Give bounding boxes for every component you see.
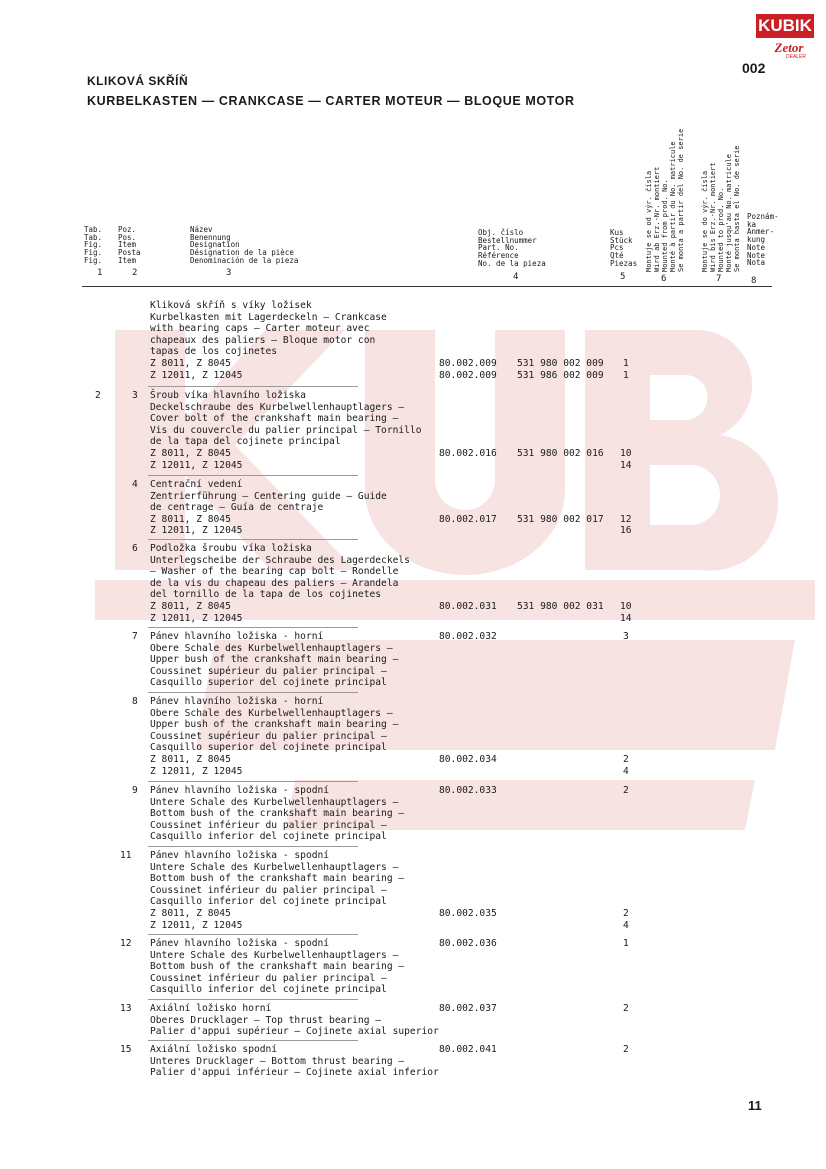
item-description-line: Untere Schale des Kurbelwellenhauptlagers — [150, 861, 399, 873]
col-header-line: Posta [118, 248, 141, 258]
col-header-line: Wird bis Erz.-Nr. montiert [709, 162, 717, 272]
item-description-line: Centrační vedení [150, 479, 243, 490]
item-order-number: 80.002.017 [439, 513, 497, 525]
item-separator [148, 846, 358, 847]
item-description-line: chapeaux des paliers — Bloque motor con [150, 334, 376, 346]
item-quantity: 1 [623, 938, 629, 949]
item-description-line: Z 8011, Z 8045 [150, 908, 231, 919]
col-num-5: 5 [620, 272, 626, 282]
col-header-note [747, 213, 779, 267]
col-header-line: Fig. [84, 248, 103, 258]
item-description-line: Zentrierführung — Centering guide — Guide [150, 490, 387, 502]
item-order-number: 80.002.035 [439, 908, 497, 919]
page-number: 11 [748, 1098, 762, 1113]
item-description-line: Unterlegscheibe der Schraube des Lagerdeckels [150, 554, 410, 566]
col-header-line: Monté jusqu'au No. matricule [725, 153, 733, 272]
item-part-code: 531 980 002 016 [517, 448, 604, 459]
item-order-number: 80.002.032 [439, 631, 497, 642]
item-position: 8 [132, 696, 138, 707]
col-header-line: Fig. [84, 240, 103, 250]
logo-zetor-text: Zetor [774, 40, 804, 55]
col-header-to-prod [701, 146, 741, 272]
page-title-multilang: KURBELKASTEN — CRANKCASE — CARTER MOTEUR — BLOQUE MOTOR [87, 94, 575, 108]
item-description-line: Axiální ložisko spodní [150, 1044, 278, 1055]
item-description-line: Casquillo superior del cojinete principal [150, 677, 387, 689]
kubik-zetor-logo [756, 14, 814, 66]
col-header-line: Item [118, 255, 137, 265]
item-separator [148, 627, 358, 628]
item-description-line: Palier d'appui supérieur — Cojinete axial superior [150, 1026, 439, 1038]
col-header-line: Monté à partir du No. matricule [669, 141, 677, 272]
col-header-line: Note [747, 250, 766, 260]
item-separator [148, 781, 358, 782]
col-header-line: Désignation de la pièce [190, 248, 294, 258]
item-separator [148, 934, 358, 935]
item-description-line: Casquillo inferior del cojinete principal [150, 896, 387, 908]
item-description-line: Pánev hlavního ložiska - spodní [150, 938, 330, 949]
item-order-number: 80.002.037 [439, 1003, 497, 1014]
item-description-line: Upper bush of the crankshaft main bearing — [150, 654, 399, 666]
item-description-line: del tornillo de la tapa de los cojinetes [150, 589, 382, 601]
col-num-3: 3 [226, 268, 232, 278]
item-quantity: 12 [620, 513, 632, 525]
item-quantity: 1 [623, 358, 629, 369]
item-part-code: 531 980 002 009 [517, 358, 604, 369]
item-description-line: Pánev hlavního ložiska - horní [150, 631, 324, 642]
item-description-line: Z 8011, Z 8045 [150, 601, 231, 612]
item-order-number: 80.002.034 [439, 754, 497, 765]
item-position: 4 [132, 479, 138, 490]
item-description-line: Casquillo inferior del cojinete principal [150, 831, 387, 843]
item-description-line: Z 12011, Z 12045 [150, 369, 243, 381]
item-order-number: 80.002.033 [439, 785, 497, 796]
item-description-line: Untere Schale des Kurbelwellenhauptlagers — [150, 796, 399, 808]
col-header-line: Denominación de la pieza [190, 255, 299, 265]
col-header-line: Note [747, 242, 766, 252]
item-description-line: Deckelschraube des Kurbelwellenhauptlagers — [150, 401, 405, 413]
item-description-line: Pánev hlavního ložiska - horní [150, 696, 324, 707]
col-header-line: Pos. [118, 232, 137, 242]
item-position: 11 [120, 850, 132, 861]
col-header-line: Nota [747, 258, 766, 268]
col-num-8: 8 [751, 276, 757, 286]
header-rule [82, 286, 772, 287]
col-header-line: Poz. [118, 225, 137, 234]
col-header-line: Qté [610, 251, 624, 261]
item-description-line: Axiální ložisko horní [150, 1003, 272, 1014]
item-position: 12 [120, 938, 132, 949]
col-header-line: Mounted from prod. No. [661, 179, 669, 272]
col-header-line: Référence [478, 251, 519, 261]
item-quantity: 2 [623, 908, 629, 919]
col-header-line: No. de la pieza [478, 258, 546, 268]
col-header-line: kung [747, 235, 766, 245]
item-description-line: Podložka šroubu víka ložiska [150, 543, 312, 554]
col-header-pos [118, 226, 141, 265]
item-description-line: Z 12011, Z 12045 [150, 765, 243, 777]
col-header-line: Tab. [84, 225, 103, 234]
item-description-line: de centrage — Guía de centraje [150, 502, 324, 514]
item-description-line: Obere Schale des Kurbelwellenhauptlagers — [150, 642, 393, 654]
item-order-number: 80.002.016 [439, 448, 497, 459]
col-header-line: Benennung [190, 232, 231, 242]
item-description-line: Coussinet supérieur du palier principal — [150, 665, 387, 677]
col-header-line: Se monta hasta el No. de serie [733, 145, 741, 272]
item-position: 6 [132, 543, 138, 554]
item-description-line: Z 8011, Z 8045 [150, 513, 231, 525]
item-separator [148, 1040, 358, 1041]
col-header-line: Poznám- [747, 212, 779, 221]
col-header-line: Anmer- [747, 227, 775, 237]
col-num-2: 2 [132, 268, 138, 278]
item-quantity: 14 [620, 459, 632, 471]
col-header-line: Obj. číslo [478, 228, 524, 237]
item-separator [148, 999, 358, 1000]
col-header-from-prod [645, 129, 685, 272]
item-quantity: 2 [623, 1003, 629, 1014]
col-header-line: Bestellnummer [478, 235, 537, 245]
item-part-code: 531 980 002 031 [517, 601, 604, 612]
col-header-line: Montuje se od výr. čísla [645, 170, 653, 272]
item-description-line: Casquillo superior del cojinete principal [150, 742, 387, 754]
item-description-line: Z 8011, Z 8045 [150, 448, 231, 459]
item-quantity: 2 [623, 1044, 629, 1055]
item-description-line: Bottom bush of the crankshaft main bearing — [150, 873, 405, 885]
item-description-line: Coussinet inférieur du palier principal — [150, 972, 387, 984]
item-quantity: 10 [620, 448, 632, 459]
col-header-line: Designation [190, 240, 240, 250]
col-num-1: 1 [97, 268, 103, 278]
item-description-line: Kliková skříň s víky ložisek [150, 300, 312, 311]
item-quantity: 10 [620, 601, 632, 612]
item-description-line: Kurbelkasten mit Lagerdeckeln — Crankcase [150, 311, 387, 323]
item-tab-number: 2 [95, 390, 101, 401]
item-description-line: Šroub víka hlavního ložiska [150, 390, 306, 401]
item-description-line: Z 8011, Z 8045 [150, 358, 231, 369]
item-description-line: Unteres Drucklager — Bottom thrust bearing — [150, 1055, 405, 1067]
item-order-number: 80.002.009 [439, 369, 497, 381]
logo-dealer-text: DEALER [786, 54, 807, 60]
item-position: 9 [132, 785, 138, 796]
item-description-line: Coussinet supérieur du palier principal — [150, 730, 387, 742]
col-header-line: Stück [610, 235, 633, 245]
item-description-line: tapas de los cojinetes [150, 346, 278, 358]
item-description-line: — Washer of the bearing cap bolt — Rondelle [150, 566, 399, 578]
logo-kubik-text: KUBIK [756, 14, 814, 38]
item-quantity: 4 [623, 919, 629, 931]
item-description-line: Z 12011, Z 12045 [150, 459, 243, 471]
col-num-4: 4 [513, 272, 519, 282]
col-header-order [478, 229, 546, 268]
item-quantity: 2 [623, 754, 629, 765]
item-description-line: Z 12011, Z 12045 [150, 612, 243, 624]
col-header-line: Tab. [84, 232, 103, 242]
item-description-line: Palier d'appui inférieur — Cojinete axial inferior [150, 1067, 439, 1079]
item-separator [148, 475, 358, 476]
item-description-line: Pánev hlavního ložiska - spodní [150, 850, 330, 861]
item-position: 15 [120, 1044, 132, 1055]
item-description-line: Upper bush of the crankshaft main bearing — [150, 719, 399, 731]
item-order-number: 80.002.041 [439, 1044, 497, 1055]
col-header-line: Piezas [610, 258, 638, 268]
col-num-7: 7 [716, 274, 722, 284]
item-order-number: 80.002.031 [439, 601, 497, 612]
col-header-line: Wird ab Erz.-Nr. montiert [653, 166, 661, 272]
item-separator [148, 539, 358, 540]
col-header-line: Název [190, 225, 213, 234]
item-description-line: de la vis du chapeau des paliers — Arandela [150, 577, 399, 589]
col-header-name [190, 226, 298, 265]
item-position: 13 [120, 1003, 132, 1014]
item-part-code: 531 980 002 017 [517, 513, 604, 525]
col-header-line: Se monta a partir del No. de serie [677, 128, 685, 272]
item-description-line: Z 12011, Z 12045 [150, 919, 243, 931]
col-header-line: Item [118, 240, 137, 250]
item-description-line: Bottom bush of the crankshaft main bearing — [150, 961, 405, 973]
item-description-line: Casquillo inferior del cojinete principal [150, 984, 387, 996]
col-header-line: Kus [610, 228, 624, 237]
item-separator [148, 386, 358, 387]
item-description-line: Bottom bush of the crankshaft main bearing — [150, 808, 405, 820]
col-num-6: 6 [661, 274, 667, 284]
item-description-line: Cover bolt of the crankshaft main bearing — [150, 413, 399, 425]
item-order-number: 80.002.009 [439, 358, 497, 369]
col-header-line: ka [747, 219, 757, 229]
col-header-line: Part. No. [478, 243, 519, 253]
item-description-line: Vis du couvercle du palier principal — Tornillo [150, 424, 422, 436]
item-position: 3 [132, 390, 138, 401]
col-header-line: Mounted to prod. No. [717, 187, 725, 272]
col-header-tab [84, 226, 102, 265]
item-description-line: Untere Schale des Kurbelwellenhauptlagers — [150, 949, 399, 961]
item-description-line: Z 8011, Z 8045 [150, 754, 231, 765]
page-title-cz: KLIKOVÁ SKŘÍŇ [87, 74, 189, 88]
item-quantity: 4 [623, 765, 629, 777]
col-header-qty [610, 229, 637, 268]
item-description-line: Z 12011, Z 12045 [150, 525, 243, 537]
item-quantity: 16 [620, 525, 632, 537]
item-separator [148, 692, 358, 693]
item-quantity: 14 [620, 612, 632, 624]
item-description-line: Coussinet inférieur du palier principal — [150, 884, 387, 896]
col-header-line: Montuje se do výr. čísla [701, 170, 709, 272]
col-header-line: Fig. [84, 255, 103, 265]
item-quantity: 2 [623, 785, 629, 796]
item-description-line: de la tapa del cojinete principal [150, 436, 341, 448]
item-position: 7 [132, 631, 138, 642]
item-description-line: Coussinet inférieur du palier principal — [150, 819, 387, 831]
item-quantity: 3 [623, 631, 629, 642]
item-description-line: Pánev hlavního ložiska - spodní [150, 785, 330, 796]
item-order-number: 80.002.036 [439, 938, 497, 949]
item-description-line: Obere Schale des Kurbelwellenhauptlagers — [150, 707, 393, 719]
item-part-code: 531 986 002 009 [517, 369, 604, 381]
col-header-line: Pcs [610, 243, 624, 253]
item-description-line: with bearing caps — Carter moteur avec [150, 323, 370, 335]
page-code: 002 [742, 60, 766, 76]
item-description-line: Oberes Drucklager — Top thrust bearing — [150, 1014, 382, 1026]
item-quantity: 1 [623, 369, 629, 381]
